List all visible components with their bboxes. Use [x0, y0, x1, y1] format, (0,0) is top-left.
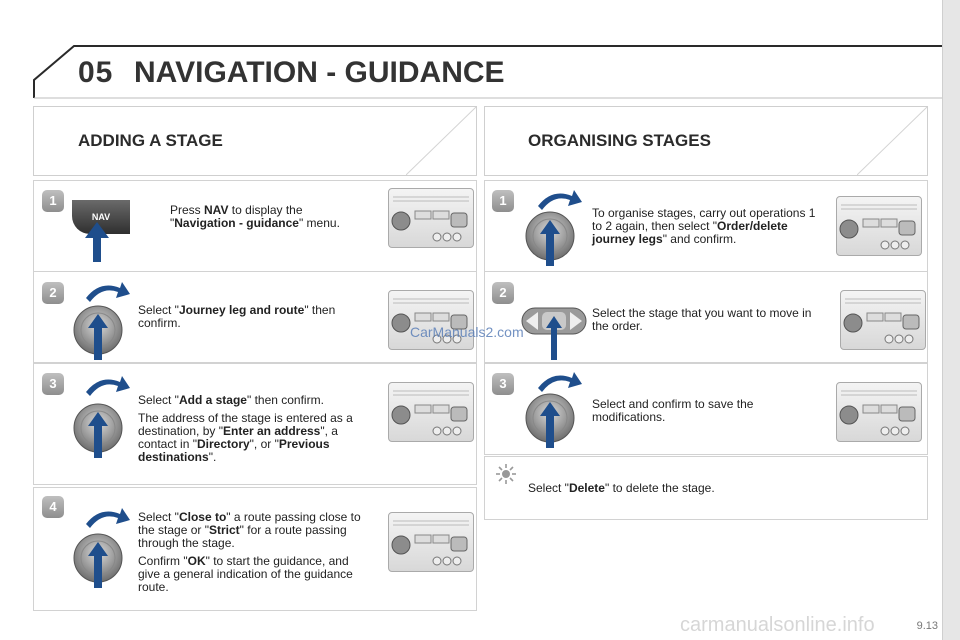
right-step-3-text: Select and confirm to save the modifications.: [592, 397, 754, 424]
directional-pad-icon: [516, 290, 592, 360]
left-step-4-text: Select "Close to" a route passing close to the stage or "Strict" for a route passing through the stage. Confirm "OK" to start the guidance, and give a general indication of the guidance route.: [138, 510, 361, 594]
right-tip-text: Select "Delete" to delete the stage.: [528, 481, 715, 495]
rotary-knob-icon: [524, 186, 584, 266]
rotary-knob-icon: [72, 504, 132, 588]
left-step-2-text: Select "Journey leg and route" then confirm.: [138, 303, 336, 330]
step-number: 2: [42, 282, 64, 304]
right-step-2-text: Select the stage that you want to move in the order.: [592, 306, 812, 333]
watermark-footer: carmanualsonline.info: [680, 614, 875, 636]
radio-unit-illustration: [840, 290, 926, 350]
right-step-1-text: To organise stages, carry out operations 1 to 2 again, then select "Order/delete journey legs" and confirm.: [592, 206, 816, 246]
step-number: 3: [492, 373, 514, 395]
step-number: 4: [42, 496, 64, 518]
radio-unit-illustration: [388, 382, 474, 442]
header-frame: [0, 0, 960, 110]
radio-unit-illustration: [388, 290, 474, 350]
watermark: CarManuals2.com: [410, 324, 524, 340]
step-number: 2: [492, 282, 514, 304]
page-edge-strip: [942, 0, 960, 640]
rotary-knob-icon: [72, 372, 132, 458]
rotary-knob-icon: [524, 368, 584, 448]
radio-unit-illustration: [836, 196, 922, 256]
step-number: 3: [42, 373, 64, 395]
nav-button: NAV: [72, 200, 130, 234]
page-title: NAVIGATION - GUIDANCE: [134, 56, 505, 89]
left-step-3-text: Select "Add a stage" then confirm. The address of the stage is entered as a destination, by "Enter an address", a contact in "Directory", or "Previous destinations".: [138, 393, 353, 464]
right-section-title: ORGANISING STAGES: [528, 131, 711, 150]
chapter-number: 05: [78, 56, 114, 89]
page-number: 9.13: [916, 620, 938, 632]
step-number: 1: [42, 190, 64, 212]
radio-unit-illustration: [836, 382, 922, 442]
left-section-title: ADDING A STAGE: [78, 131, 223, 150]
radio-unit-illustration: [388, 512, 474, 572]
step-number: 1: [492, 190, 514, 212]
rotary-knob-icon: [72, 278, 132, 360]
left-step-1-text: Press NAV to display the "Navigation - guidance" menu.: [170, 203, 340, 230]
arrow-up-icon: [84, 222, 110, 262]
sun-tip-icon: [496, 464, 516, 484]
radio-unit-illustration: [388, 188, 474, 248]
